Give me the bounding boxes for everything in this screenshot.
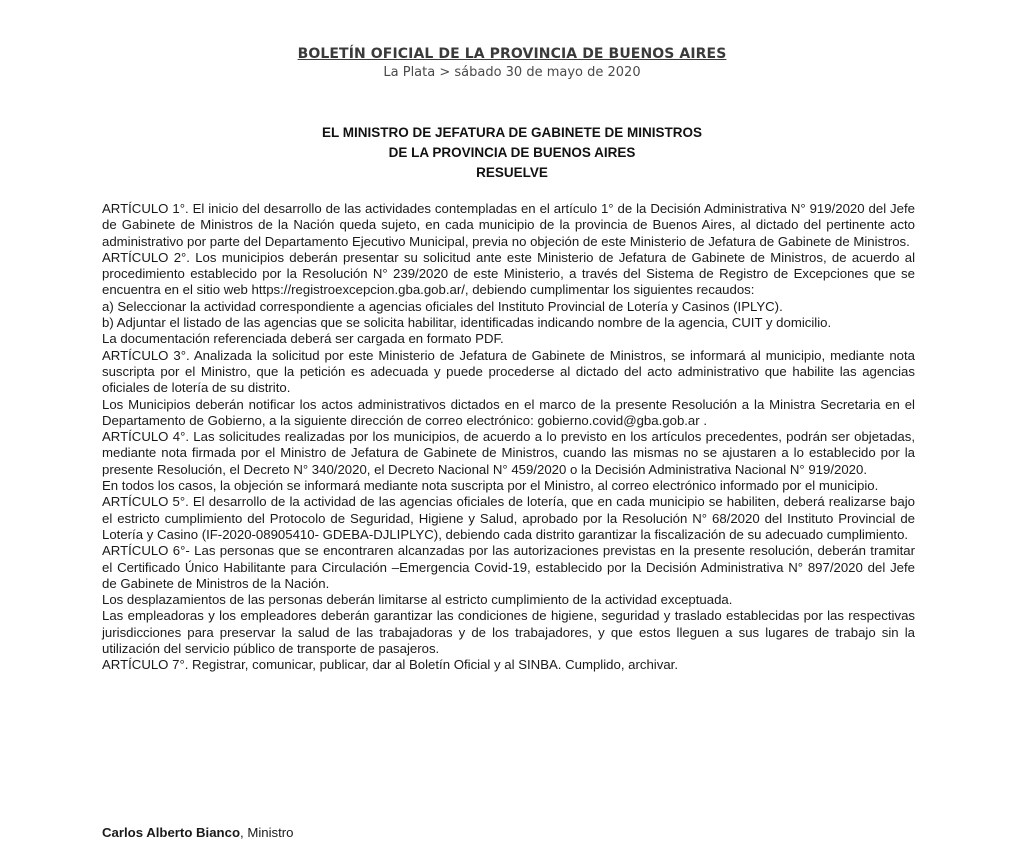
article-6: ARTÍCULO 6°- Las personas que se encontraren alcanzadas por las autorizaciones previstas en la presente resolución, deberán tramitar el Certificado Único Habilitante para Circulación –Emergencia Covid-19, establecido por la Decisión Administrativa N° 897/2020 del Jefe de Gabinete de Ministros de la Nación. — [102, 543, 915, 591]
bulletin-date: La Plata > sábado 30 de mayo de 2020 — [383, 65, 641, 80]
article-2: ARTÍCULO 2°. Los municipios deberán presentar su solicitud ante este Ministerio de Jefatura de Gabinete de Ministros, de acuerdo al procedimiento establecido por la Resolución N° 239/2020 de este Ministerio, a través del Sistema de Registro de Excepciones que se encuentra en el sitio web https://registroexcepcion.gba.gob.ar/, debiendo cumplimentar los siguientes recaudos: — [102, 249, 915, 298]
heading-line-2: DE LA PROVINCIA DE BUENOS AIRES — [388, 145, 636, 160]
bulletin-title: BOLETÍN OFICIAL DE LA PROVINCIA DE BUENOS AIRES — [297, 46, 727, 62]
heading-line-1: EL MINISTRO DE JEFATURA DE GABINETE DE MINISTROS — [321, 125, 703, 140]
article-4-objection-note: En todos los casos, la objeción se informará mediante nota suscripta por el Ministro, al correo electrónico informado por el municipio. — [102, 478, 879, 494]
requirement-a: a) Seleccionar la actividad correspondiente a agencias oficiales del Instituto Provincial de Lotería y Casinos (IPLYC). — [102, 298, 783, 314]
article-6-movement-note: Los desplazamientos de las personas deberán limitarse al estricto cumplimiento de la actividad exceptuada. — [102, 592, 733, 608]
signature — [102, 824, 294, 842]
signatory-name: Carlos Alberto Bianco — [102, 825, 241, 840]
requirement-b: b) Adjuntar el listado de las agencias que se solicita habilitar, identificadas indicando nombre de la agencia, CUIT y domicilio. — [102, 315, 832, 331]
article-6-employer-note: Las empleadoras y los empleadores deberán garantizar las condiciones de higiene, seguridad y traslado establecidas por las respectivas jurisdicciones para preservar la salud de las trabajadoras y de los trabajadores, y que estos lleguen a sus lugares de trabajo sin la utilización del servicio público de transporte de pasajeros. — [102, 608, 915, 657]
resolution-body — [102, 201, 915, 674]
article-3: ARTÍCULO 3°. Analizada la solicitud por este Ministerio de Jefatura de Gabinete de Ministros, se informará al municipio, mediante nota suscripta por el Ministro, que la petición es adecuada y puede procederse al dictado del acto administrativo que habilite las agencias oficiales de lotería de su distrito. — [102, 347, 915, 396]
article-7: ARTÍCULO 7°. Registrar, comunicar, publicar, dar al Boletín Oficial y al SINBA. Cumplido, archivar. — [102, 657, 678, 673]
heading-line-3: RESUELVE — [476, 165, 548, 180]
article-4: ARTÍCULO 4°. Las solicitudes realizadas por los municipios, de acuerdo a lo previsto en los artículos precedentes, podrán ser objetadas, mediante nota firmada por el Ministro de Jefatura de Gabinete de Ministros, cuando las mismas no se ajustaren a lo establecido por la presente Resolución, el Decreto N° 340/2020, el Decreto Nacional N° 459/2020 o la Decisión Administrativa Nacional N° 919/2020. — [102, 429, 915, 477]
article-5: ARTÍCULO 5°. El desarrollo de la actividad de las agencias oficiales de lotería, que en cada municipio se habiliten, deberá realizarse bajo el estricto cumplimiento del Protocolo de Seguridad, Higiene y Salud, aprobado por la Resolución N° 68/2020 del Instituto Provincial de Lotería y Casino (IF-2020-08905410- GDEBA-DJLIPLYC), debiendo cada distrito garantizar la fiscalización de su adecuado cumplimiento. — [102, 494, 915, 542]
masthead — [0, 44, 1024, 82]
article-3-notification: Los Municipios deberán notificar los actos administrativos dictados en el marco de la presente Resolución a la Ministra Secretaria en el Departamento de Gobierno, a la siguiente dirección de correo electrónico: gobierno.covid@gba.gob.ar . — [102, 396, 915, 428]
signatory-role: , Ministro — [240, 825, 294, 840]
article-1: ARTÍCULO 1°. El inicio del desarrollo de las actividades contempladas en el artículo 1° de la Decisión Administrativa N° 919/2020 del Jefe de Gabinete de Ministros de la Nación queda sujeto, en cada municipio de la provincia de Buenos Aires, al dictado del pertinente acto administrativo por parte del Departamento Ejecutivo Municipal, previa no objeción de este Ministerio de Jefatura de Gabinete de Ministros. — [102, 201, 915, 249]
resolution-heading — [0, 123, 1024, 183]
documentation-note: La documentación referenciada deberá ser cargada en formato PDF. — [102, 331, 504, 347]
